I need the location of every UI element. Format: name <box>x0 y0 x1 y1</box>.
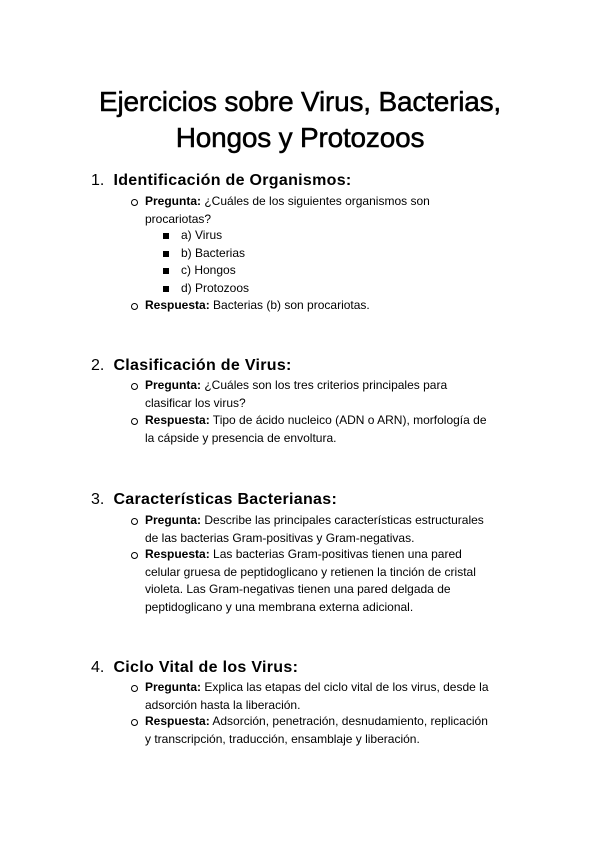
square-bullet-icon <box>163 286 169 292</box>
answer-text: Adsorción, penetración, desnudamiento, replicación <box>209 714 488 728</box>
section-title: Características Bacterianas: <box>113 491 338 508</box>
page-title <box>40 84 560 156</box>
option-text: d) Protozoos <box>181 281 250 295</box>
square-bullet-icon <box>163 233 169 239</box>
answer-label: Respuesta: <box>145 413 210 427</box>
option-text: a) Virus <box>181 228 223 242</box>
section-title: Clasificación de Virus: <box>113 357 292 374</box>
section-number: 3. <box>91 491 105 508</box>
answer-text-cont: la cápside y presencia de envoltura. <box>145 430 337 445</box>
question-text: Explica las etapas del ciclo vital de los virus, desde la <box>201 680 489 694</box>
question-text-cont: adsorción hasta la liberación. <box>145 697 301 712</box>
answer-text-cont: celular gruesa de peptidoglicano y retienen la tinción de cristal <box>145 564 476 579</box>
answer-text-cont: y transcripción, traducción, ensamblaje y liberación. <box>145 731 420 746</box>
section-heading <box>91 490 337 510</box>
hollow-bullet-icon <box>131 719 138 726</box>
question-label: Pregunta: <box>145 378 202 392</box>
section-number: 2. <box>91 357 105 374</box>
answer-text: Bacterias (b) son procariotas. <box>209 298 370 312</box>
answer-text: Las bacterias Gram-positivas tienen una pared <box>209 547 462 561</box>
section-number: 4. <box>91 659 105 676</box>
hollow-bullet-icon <box>131 518 138 525</box>
hollow-bullet-icon <box>131 199 138 206</box>
answer-text: Tipo de ácido nucleico (ADN o ARN), morfología de <box>209 413 487 427</box>
square-bullet-icon <box>163 268 169 274</box>
answer-label: Respuesta: <box>145 298 210 312</box>
answer-text-cont: peptidoglicano y una membrana externa adicional. <box>145 599 414 614</box>
title-line-1: Ejercicios sobre Virus, Bacterias, <box>99 86 501 117</box>
title-line-2: Hongos y Protozoos <box>175 122 425 153</box>
question-text: ¿Cuáles de los siguientes organismos son <box>201 194 430 208</box>
question-label: Pregunta: <box>145 513 202 527</box>
option-text: c) Hongos <box>181 263 236 277</box>
hollow-bullet-icon <box>131 552 138 559</box>
answer-label: Respuesta: <box>145 547 210 561</box>
question-text: Describe las principales características estructurales <box>201 513 484 527</box>
option-text: b) Bacterias <box>181 246 246 260</box>
question-text: ¿Cuáles son los tres criterios principales para <box>201 378 448 392</box>
hollow-bullet-icon <box>131 418 138 425</box>
square-bullet-icon <box>163 251 169 257</box>
question-text-cont: clasificar los virus? <box>145 395 246 410</box>
hollow-bullet-icon <box>131 383 138 390</box>
question-text-cont: procariotas? <box>145 211 212 226</box>
hollow-bullet-icon <box>131 303 138 310</box>
answer-text-cont: violeta. Las Gram-negativas tienen una pared delgada de <box>145 582 451 596</box>
section-heading <box>91 658 298 678</box>
section-title: Identificación de Organismos: <box>113 172 352 189</box>
hollow-bullet-icon <box>131 685 138 692</box>
section-number: 1. <box>91 172 105 189</box>
section-title: Ciclo Vital de los Virus: <box>113 659 299 676</box>
question-text-cont: de las bacterias Gram-positivas y Gram-negativas. <box>145 530 415 545</box>
section-heading <box>91 356 292 376</box>
section-heading <box>91 171 352 191</box>
question-label: Pregunta: <box>145 194 202 208</box>
question-label: Pregunta: <box>145 680 202 694</box>
answer-label: Respuesta: <box>145 714 210 728</box>
